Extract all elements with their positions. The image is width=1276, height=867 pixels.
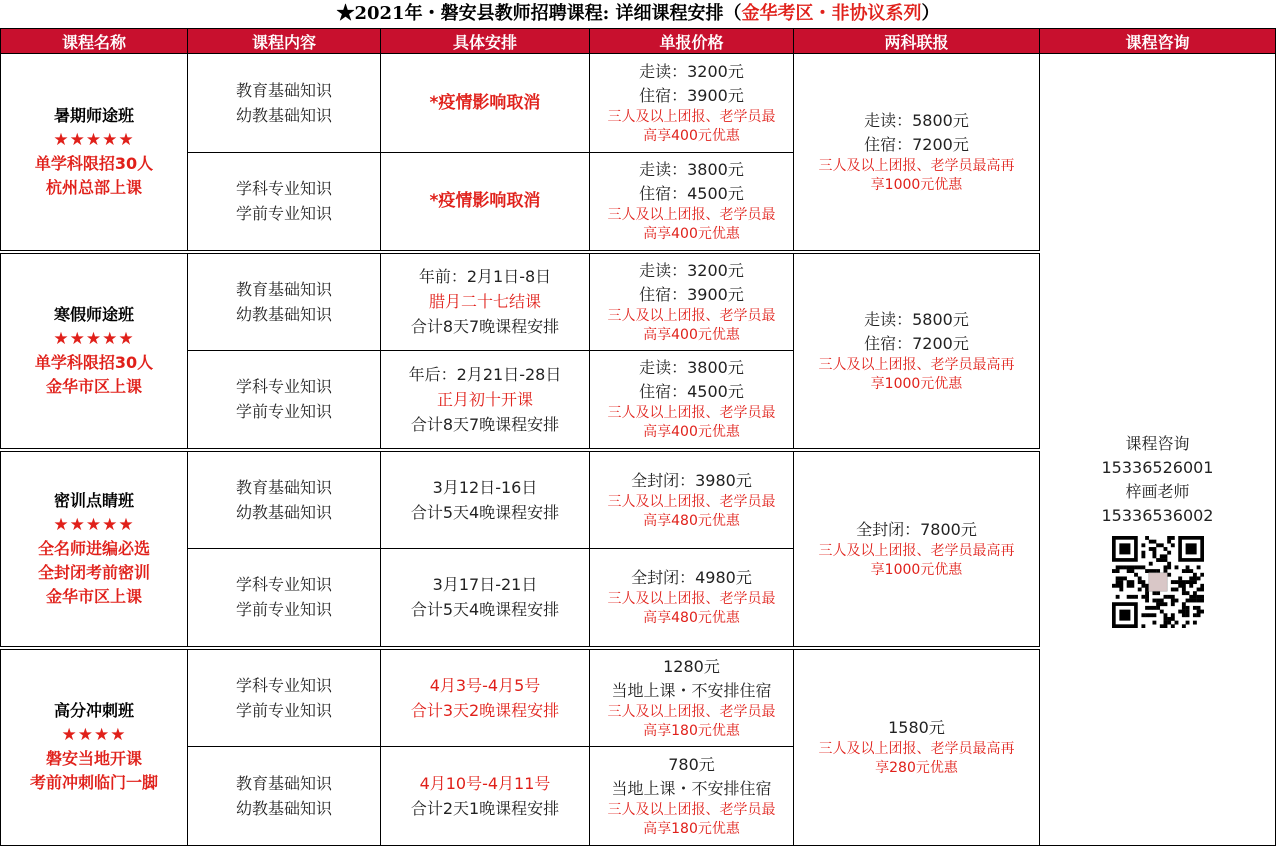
rating-stars: ★★★★★ xyxy=(53,328,135,349)
course-content-cell xyxy=(188,450,381,549)
schedule-cell xyxy=(381,252,590,351)
price-discount-note: 三人及以上团报、老学员最 xyxy=(607,493,776,510)
consult-line: 15336536002 xyxy=(1101,505,1214,525)
course-note: 磐安当地开课 xyxy=(45,749,142,769)
price-discount-note: 三人及以上团报、老学员最 xyxy=(607,703,776,720)
course-name-cell xyxy=(1,648,188,846)
schedule-line: 合计2天1晚课程安排 xyxy=(410,799,560,818)
course-subject: 教育基础知识 xyxy=(235,774,332,793)
single-price-cell xyxy=(590,153,794,252)
header-schedule: 具体安排 xyxy=(381,29,590,54)
course-name: 寒假师途班 xyxy=(53,304,134,324)
course-subject: 幼教基础知识 xyxy=(235,799,332,818)
header-course-content: 课程内容 xyxy=(188,29,381,54)
course-content-cell xyxy=(188,549,381,648)
course-name-cell xyxy=(1,252,188,450)
consult-line: 课程咨询 xyxy=(1125,433,1190,453)
course-note: 全封闭考前密训 xyxy=(37,562,150,582)
course-subject: 幼教基础知识 xyxy=(235,502,332,522)
header-combo-price: 两科联报 xyxy=(794,29,1040,54)
header-single-price: 单报价格 xyxy=(590,29,794,54)
single-price-cell xyxy=(590,450,794,549)
combo-discount-note: 三人及以上团报、老学员最高再 xyxy=(818,542,1015,559)
price-discount-note: 三人及以上团报、老学员最 xyxy=(607,307,776,324)
price-line: 走读：3200元 xyxy=(639,62,744,81)
course-content-cell xyxy=(188,747,381,846)
schedule-cell xyxy=(381,450,590,549)
single-price-cell xyxy=(590,648,794,747)
price-discount-note: 高享180元优惠 xyxy=(643,722,740,739)
course-subject: 学科专业知识 xyxy=(235,675,332,695)
course-note: 杭州总部上课 xyxy=(45,177,142,197)
schedule-line: 合计5天4晚课程安排 xyxy=(410,600,560,620)
schedule-line: 合计8天7晚课程安排 xyxy=(410,317,560,337)
qr-code-icon xyxy=(1112,536,1204,628)
rating-stars: ★★★★★ xyxy=(53,129,135,150)
price-discount-note: 三人及以上团报、老学员最 xyxy=(607,405,776,422)
course-subject: 学前专业知识 xyxy=(235,204,332,224)
course-subject: 教育基础知识 xyxy=(235,279,332,299)
header-consult: 课程咨询 xyxy=(1040,29,1276,54)
single-price-cell xyxy=(590,252,794,351)
combo-price-cell xyxy=(794,252,1040,450)
single-price-cell xyxy=(590,351,794,450)
course-content-cell xyxy=(188,351,381,450)
combo-discount-note: 三人及以上团报、老学员最高再 xyxy=(818,356,1015,373)
price-discount-note: 高享400元优惠 xyxy=(643,326,740,343)
combo-discount-note: 享1000元优惠 xyxy=(870,375,963,392)
schedule-cell xyxy=(381,549,590,648)
price-line: 住宿：3900元 xyxy=(639,284,744,304)
course-content-cell xyxy=(188,153,381,252)
course-name-cell xyxy=(1,54,188,252)
course-note: 单学科限招30人 xyxy=(34,352,154,372)
combo-price-line: 住宿：7200元 xyxy=(864,134,969,154)
combo-price-line: 住宿：7200元 xyxy=(864,333,969,353)
price-discount-note: 高享180元优惠 xyxy=(643,821,740,837)
schedule-line: 合计3天2晚课程安排 xyxy=(410,700,560,720)
single-price-cell xyxy=(590,549,794,648)
schedule-line: 腊月二十七结课 xyxy=(428,292,541,312)
course-content-cell xyxy=(188,648,381,747)
course-note: 单学科限招30人 xyxy=(34,153,154,173)
price-line: 当地上课・不安排住宿 xyxy=(611,680,772,700)
course-table xyxy=(0,28,1276,846)
course-subject: 学科专业知识 xyxy=(235,377,332,397)
price-line: 走读：3800元 xyxy=(639,160,744,180)
price-discount-note: 高享480元优惠 xyxy=(643,610,740,627)
course-subject: 教育基础知识 xyxy=(235,81,332,100)
course-content-cell xyxy=(188,54,381,153)
schedule-line: *疫情影响取消 xyxy=(429,190,541,211)
price-discount-note: 高享400元优惠 xyxy=(643,226,740,243)
schedule-cell xyxy=(381,351,590,450)
price-line: 780元 xyxy=(668,755,715,774)
schedule-line: 正月初十开课 xyxy=(436,389,533,409)
header-row xyxy=(1,29,1276,54)
combo-price-cell xyxy=(794,450,1040,648)
schedule-line: 年前：2月1日-8日 xyxy=(418,267,552,287)
price-discount-note: 三人及以上团报、老学员最 xyxy=(607,109,776,125)
course-subject: 学科专业知识 xyxy=(235,575,332,595)
course-name: 高分冲刺班 xyxy=(53,701,134,721)
combo-price-line: 走读：5800元 xyxy=(864,309,969,329)
course-subject: 幼教基础知识 xyxy=(235,106,332,125)
rating-stars: ★★★★★ xyxy=(53,514,135,535)
course-note: 考前冲刺临门一脚 xyxy=(29,773,158,793)
price-discount-note: 三人及以上团报、老学员最 xyxy=(607,591,776,608)
price-line: 当地上课・不安排住宿 xyxy=(611,779,772,798)
course-content-cell xyxy=(188,252,381,351)
schedule-line: 3月12日-16日 xyxy=(432,477,538,497)
single-price-cell xyxy=(590,747,794,846)
table-row xyxy=(1,54,1276,153)
combo-price-cell xyxy=(794,54,1040,252)
course-subject: 学前专业知识 xyxy=(235,402,332,422)
combo-price-cell xyxy=(794,648,1040,846)
course-note: 金华市区上课 xyxy=(45,376,142,396)
schedule-line: 年后：2月21日-28日 xyxy=(408,364,562,384)
schedule-line: 4月10号-4月11号 xyxy=(419,774,551,793)
course-subject: 教育基础知识 xyxy=(235,477,332,497)
course-note: 全名师进编必选 xyxy=(37,538,150,558)
schedule-line: *疫情影响取消 xyxy=(429,92,541,113)
price-line: 1280元 xyxy=(663,656,720,676)
schedule-line: 3月17日-21日 xyxy=(432,575,538,595)
combo-price-line: 1580元 xyxy=(888,718,945,738)
course-subject: 幼教基础知识 xyxy=(235,304,332,324)
price-line: 全封闭：4980元 xyxy=(631,568,752,588)
price-line: 走读：3200元 xyxy=(639,260,744,280)
course-subject: 学前专业知识 xyxy=(235,600,332,620)
consult-cell xyxy=(1040,54,1276,846)
price-discount-note: 高享400元优惠 xyxy=(643,424,740,441)
price-discount-note: 高享400元优惠 xyxy=(643,128,740,144)
combo-discount-note: 享1000元优惠 xyxy=(870,561,963,578)
price-line: 走读：3800元 xyxy=(639,358,744,378)
price-line: 住宿：4500元 xyxy=(639,184,744,204)
price-discount-note: 高享480元优惠 xyxy=(643,512,740,529)
schedule-cell xyxy=(381,648,590,747)
schedule-cell xyxy=(381,54,590,153)
combo-discount-note: 三人及以上团报、老学员最高再 xyxy=(818,741,1015,758)
price-discount-note: 三人及以上团报、老学员最 xyxy=(607,802,776,818)
course-subject: 学前专业知识 xyxy=(235,700,332,720)
header-course-name: 课程名称 xyxy=(1,29,188,54)
combo-discount-note: 享280元优惠 xyxy=(875,760,958,777)
rating-stars: ★★★★ xyxy=(61,725,127,746)
course-name-cell xyxy=(1,450,188,648)
price-discount-note: 三人及以上团报、老学员最 xyxy=(607,207,776,224)
consult-line: 15336526001 xyxy=(1101,457,1214,477)
single-price-cell xyxy=(590,54,794,153)
combo-price-line: 走读：5800元 xyxy=(864,110,969,130)
schedule-line: 4月3号-4月5号 xyxy=(429,675,541,695)
price-line: 全封闭：3980元 xyxy=(631,470,752,490)
schedule-line: 合计8天7晚课程安排 xyxy=(410,414,560,434)
course-name: 密训点睛班 xyxy=(53,490,134,510)
price-line: 住宿：3900元 xyxy=(639,86,744,105)
course-note: 金华市区上课 xyxy=(45,586,142,606)
schedule-line: 合计5天4晚课程安排 xyxy=(410,502,560,522)
price-line: 住宿：4500元 xyxy=(639,382,744,402)
consult-line: 梓画老师 xyxy=(1125,481,1190,501)
schedule-cell xyxy=(381,153,590,252)
course-name: 暑期师途班 xyxy=(53,105,134,125)
course-subject: 学科专业知识 xyxy=(235,179,332,199)
schedule-cell xyxy=(381,747,590,846)
page-title: ★2021年・磐安县教师招聘课程: 详细课程安排（金华考区・非协议系列） xyxy=(336,3,940,24)
combo-discount-note: 三人及以上团报、老学员最高再 xyxy=(818,157,1015,174)
combo-discount-note: 享1000元优惠 xyxy=(870,176,963,193)
combo-price-line: 全封闭：7800元 xyxy=(856,519,977,539)
